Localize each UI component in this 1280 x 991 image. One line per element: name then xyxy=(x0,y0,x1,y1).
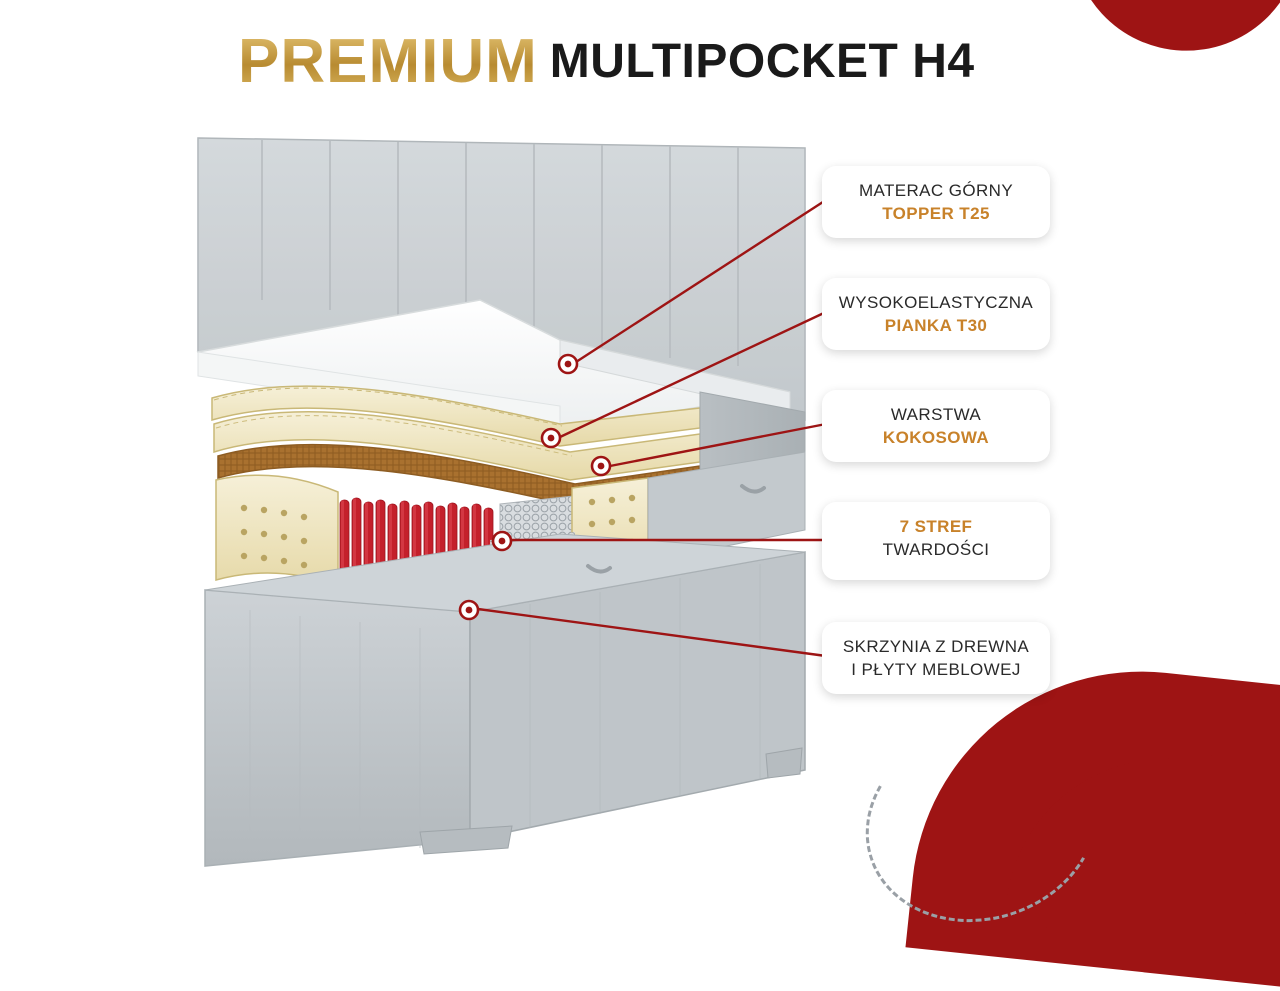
callout-line2: I PŁYTY MEBLOWEJ xyxy=(851,659,1021,679)
callout-line1: WYSOKOELASTYCZNA xyxy=(838,293,1034,312)
callout-line2: PIANKA T30 xyxy=(884,315,988,335)
callout-zones xyxy=(822,502,1050,580)
callout-box xyxy=(822,622,1050,694)
callout-topper xyxy=(822,166,1050,238)
callout-coconut xyxy=(822,390,1050,462)
callout-foam xyxy=(822,278,1050,350)
title-brand: PREMIUM xyxy=(238,27,538,96)
callout-line1: 7 STREF xyxy=(899,517,973,536)
callout-line2: TOPPER T25 xyxy=(882,203,990,223)
callout-line2: TWARDOŚCI xyxy=(882,539,990,559)
title-model: MULTIPOCKET H4 xyxy=(549,35,975,88)
callout-line1: WARSTWA xyxy=(890,405,982,424)
callout-line1: SKRZYNIA Z DREWNA xyxy=(842,637,1030,656)
callout-line2: KOKOSOWA xyxy=(882,427,990,447)
callout-line1: MATERAC GÓRNY xyxy=(858,181,1014,200)
